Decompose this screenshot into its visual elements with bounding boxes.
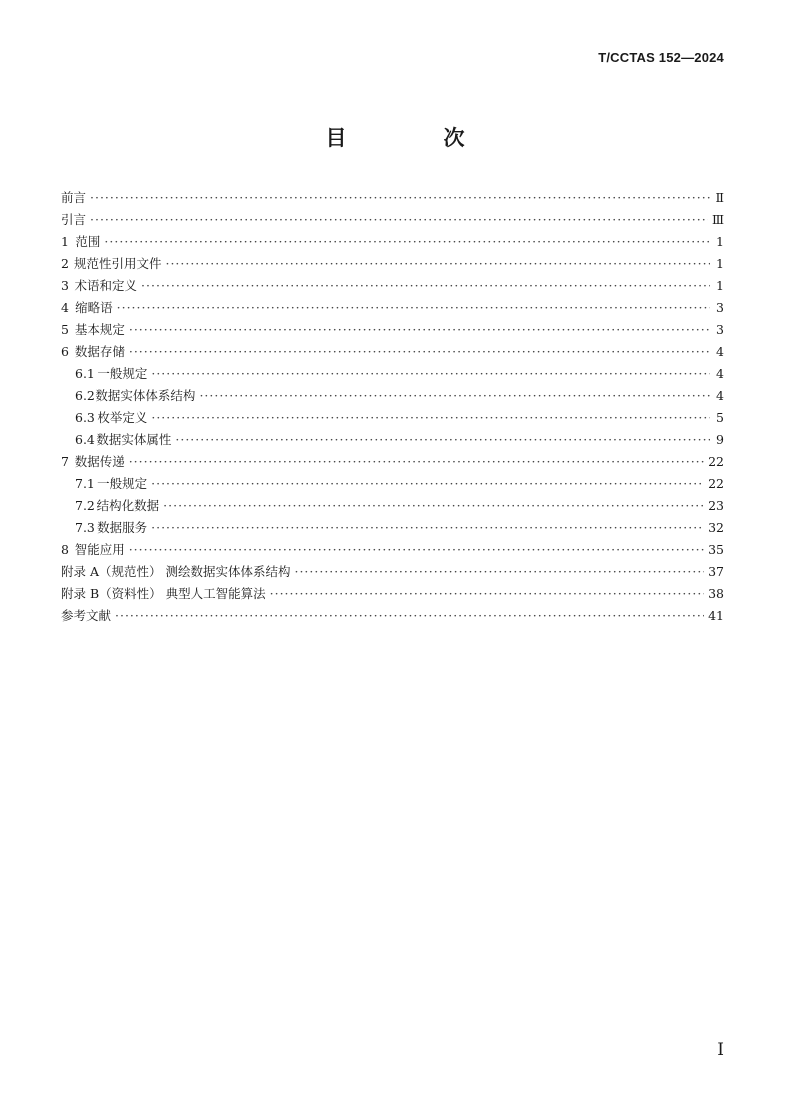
- toc-entry-page: 9: [716, 432, 724, 447]
- toc-entry-page: 4: [716, 344, 724, 359]
- toc-entry-label: 范围: [75, 234, 101, 249]
- toc-entry-page: 4: [716, 366, 724, 381]
- toc-entry[interactable]: [61, 605, 724, 627]
- toc-entry-page: 22: [708, 476, 724, 491]
- toc-entry[interactable]: [61, 495, 724, 517]
- dot-leader: [129, 319, 710, 341]
- dot-leader: [199, 385, 710, 407]
- toc-entry[interactable]: [61, 253, 724, 275]
- toc-entry-page: 4: [716, 388, 724, 403]
- toc-entry[interactable]: [61, 319, 724, 341]
- toc-entry-page: 3: [716, 300, 724, 315]
- dot-leader: [141, 275, 710, 297]
- toc-entry[interactable]: [61, 429, 724, 451]
- dot-leader: [115, 605, 704, 627]
- dot-leader: [129, 539, 704, 561]
- toc-entry-label: 前言: [61, 190, 87, 205]
- toc-entry-page: 41: [708, 608, 724, 623]
- toc-entry-number: 6: [61, 344, 69, 359]
- toc-entry-number: 6.1: [75, 366, 95, 381]
- toc-entry-label: 数据存储: [74, 344, 125, 359]
- toc-entry[interactable]: [61, 341, 724, 363]
- dot-leader: [129, 451, 704, 473]
- toc-entry-number: 4: [61, 300, 69, 315]
- toc-entry-label: 附录 B（资料性） 典型人工智能算法: [61, 586, 266, 601]
- toc-entry-number: 6.2: [75, 388, 95, 403]
- toc-entry[interactable]: [61, 517, 724, 539]
- table-of-contents: [61, 187, 724, 627]
- toc-entry-number: 7.3: [75, 520, 95, 535]
- dot-leader: [104, 231, 710, 253]
- toc-entry-label: 一般规定: [97, 476, 148, 491]
- toc-entry-page: Ⅱ: [715, 190, 724, 205]
- dot-leader: [151, 517, 704, 539]
- toc-entry-page: 3: [716, 322, 724, 337]
- toc-entry-label: 规范性引用文件: [73, 256, 162, 271]
- toc-entry-page: 35: [708, 542, 724, 557]
- toc-entry-page: Ⅲ: [711, 212, 724, 227]
- dot-leader: [151, 363, 710, 385]
- toc-entry-number: 3: [61, 278, 69, 293]
- toc-entry[interactable]: [61, 561, 724, 583]
- toc-entry-label: 数据实体体系结构: [95, 388, 196, 403]
- toc-entry-page: 1: [716, 234, 724, 249]
- toc-entry-label: 附录 A（规范性） 测绘数据实体体系结构: [61, 564, 291, 579]
- toc-entry-label: 结构化数据: [96, 498, 160, 513]
- toc-entry[interactable]: [61, 275, 724, 297]
- toc-entry-number: 6.3: [75, 410, 95, 425]
- toc-entry-page: 1: [716, 278, 724, 293]
- toc-entry[interactable]: [61, 407, 724, 429]
- toc-entry-label: 参考文献: [61, 608, 112, 623]
- toc-entry-label: 数据服务: [97, 520, 148, 535]
- toc-entry-number: 7.2: [75, 498, 95, 513]
- toc-entry-page: 23: [708, 498, 724, 513]
- dot-leader: [163, 495, 704, 517]
- toc-entry-number: 5: [61, 322, 69, 337]
- toc-entry[interactable]: [61, 297, 724, 319]
- toc-entry[interactable]: [61, 209, 724, 231]
- toc-entry-number: 1: [61, 234, 69, 249]
- dot-leader: [117, 297, 710, 319]
- toc-entry-number: 2: [61, 256, 69, 271]
- toc-entry[interactable]: [61, 451, 724, 473]
- toc-entry-number: 6.4: [75, 432, 95, 447]
- toc-entry[interactable]: [61, 583, 724, 605]
- dot-leader: [151, 473, 704, 495]
- toc-entry[interactable]: [61, 473, 724, 495]
- toc-entry-number: 7.1: [75, 476, 95, 491]
- toc-entry-label: 智能应用: [74, 542, 125, 557]
- toc-entry-label: 缩略语: [75, 300, 113, 315]
- toc-entry-number: 7: [61, 454, 69, 469]
- page-title: 目 次: [325, 125, 503, 150]
- dot-leader: [90, 187, 710, 209]
- page-number: I: [717, 1040, 724, 1060]
- toc-entry-page: 37: [708, 564, 724, 579]
- dot-leader: [129, 341, 710, 363]
- toc-entry[interactable]: [61, 385, 724, 407]
- toc-entry-label: 引言: [61, 212, 87, 227]
- standard-code: T/CCTAS 152—2024: [598, 50, 724, 65]
- toc-entry-label: 一般规定: [97, 366, 148, 381]
- dot-leader: [270, 583, 704, 605]
- toc-entry-label: 基本规定: [74, 322, 125, 337]
- toc-entry-page: 1: [716, 256, 724, 271]
- toc-entry-number: 8: [61, 542, 69, 557]
- toc-entry[interactable]: [61, 363, 724, 385]
- toc-entry-page: 32: [708, 520, 724, 535]
- toc-entry-page: 5: [716, 410, 724, 425]
- dot-leader: [90, 209, 708, 231]
- dot-leader: [165, 253, 710, 275]
- toc-entry[interactable]: [61, 231, 724, 253]
- dot-leader: [151, 407, 710, 429]
- toc-entry-label: 数据传递: [74, 454, 125, 469]
- toc-entry-label: 术语和定义: [74, 278, 138, 293]
- toc-entry[interactable]: [61, 187, 724, 209]
- dot-leader: [175, 429, 710, 451]
- toc-entry[interactable]: [61, 539, 724, 561]
- toc-entry-page: 38: [708, 586, 724, 601]
- dot-leader: [294, 561, 704, 583]
- toc-entry-label: 数据实体属性: [96, 432, 172, 447]
- toc-entry-page: 22: [708, 454, 724, 469]
- toc-entry-label: 枚举定义: [97, 410, 148, 425]
